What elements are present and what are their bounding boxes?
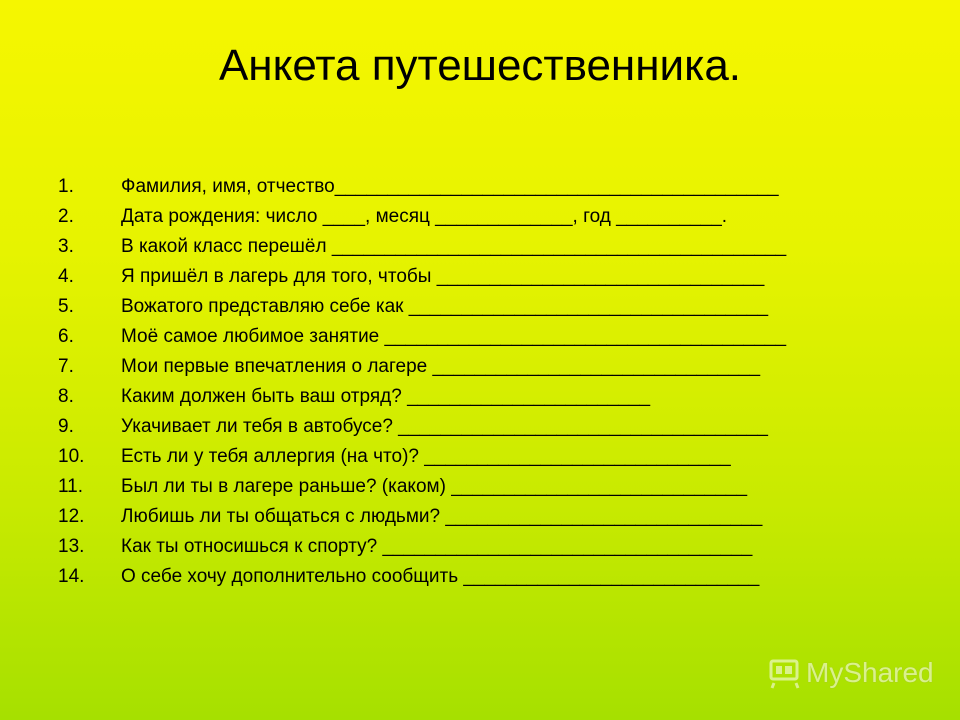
questionnaire-list — [58, 172, 938, 592]
item-text: Фамилия, имя, отчество__________________________________________ — [121, 176, 779, 197]
item-number: 4. — [58, 266, 74, 287]
item-text: Моё самое любимое занятие ______________________________________ — [121, 326, 787, 347]
item-number: 7. — [58, 356, 74, 377]
item-number: 11. — [58, 476, 84, 497]
item-number: 12. — [58, 506, 85, 527]
list-item — [58, 442, 938, 472]
item-text: Укачивает ли тебя в автобусе? ___________________________________ — [121, 416, 769, 437]
list-item — [58, 262, 938, 292]
item-text: О себе хочу дополнительно сообщить ____________________________ — [121, 566, 760, 587]
list-item — [58, 472, 938, 502]
page-title: Анкета путешественника. — [218, 41, 742, 90]
list-item — [58, 502, 938, 532]
logo-text: MyShared — [806, 657, 934, 688]
list-item — [58, 352, 938, 382]
item-number: 5. — [58, 296, 74, 317]
item-number: 2. — [58, 206, 74, 227]
item-text: Любишь ли ты общаться с людьми? ______________________________ — [121, 506, 763, 527]
item-text: Я пришёл в лагерь для того, чтобы _______________________________ — [121, 266, 765, 287]
item-text: Дата рождения: число ____, месяц _____________, год __________. — [121, 206, 728, 227]
item-number: 14. — [58, 566, 85, 587]
item-number: 10. — [58, 446, 85, 467]
item-text: Вожатого представляю себе как __________________________________ — [121, 296, 769, 317]
item-text: Мои первые впечатления о лагере _______________________________ — [121, 356, 761, 377]
list-item — [58, 382, 938, 412]
list-item — [58, 172, 938, 202]
item-text: Был ли ты в лагере раньше? (каком) ____________________________ — [121, 476, 748, 497]
item-text: Как ты относишься к спорту? ___________________________________ — [121, 536, 753, 557]
item-text: Есть ли у тебя аллергия (на что)? _____________________________ — [121, 446, 731, 467]
watermark-logo — [768, 656, 934, 690]
list-item — [58, 412, 938, 442]
list-item — [58, 322, 938, 352]
list-item — [58, 292, 938, 322]
item-text: Каким должен быть ваш отряд? _______________________ — [121, 386, 651, 407]
item-number: 9. — [58, 416, 74, 437]
item-number: 6. — [58, 326, 74, 347]
list-item — [58, 202, 938, 232]
item-number: 3. — [58, 236, 74, 257]
shared-logo-icon — [768, 657, 802, 689]
list-item — [58, 532, 938, 562]
item-text: В какой класс перешёл ___________________________________________ — [121, 236, 787, 257]
list-item — [58, 562, 938, 592]
list-item — [58, 232, 938, 262]
item-number: 1. — [58, 176, 74, 197]
item-number: 8. — [58, 386, 74, 407]
item-number: 13. — [58, 536, 85, 557]
